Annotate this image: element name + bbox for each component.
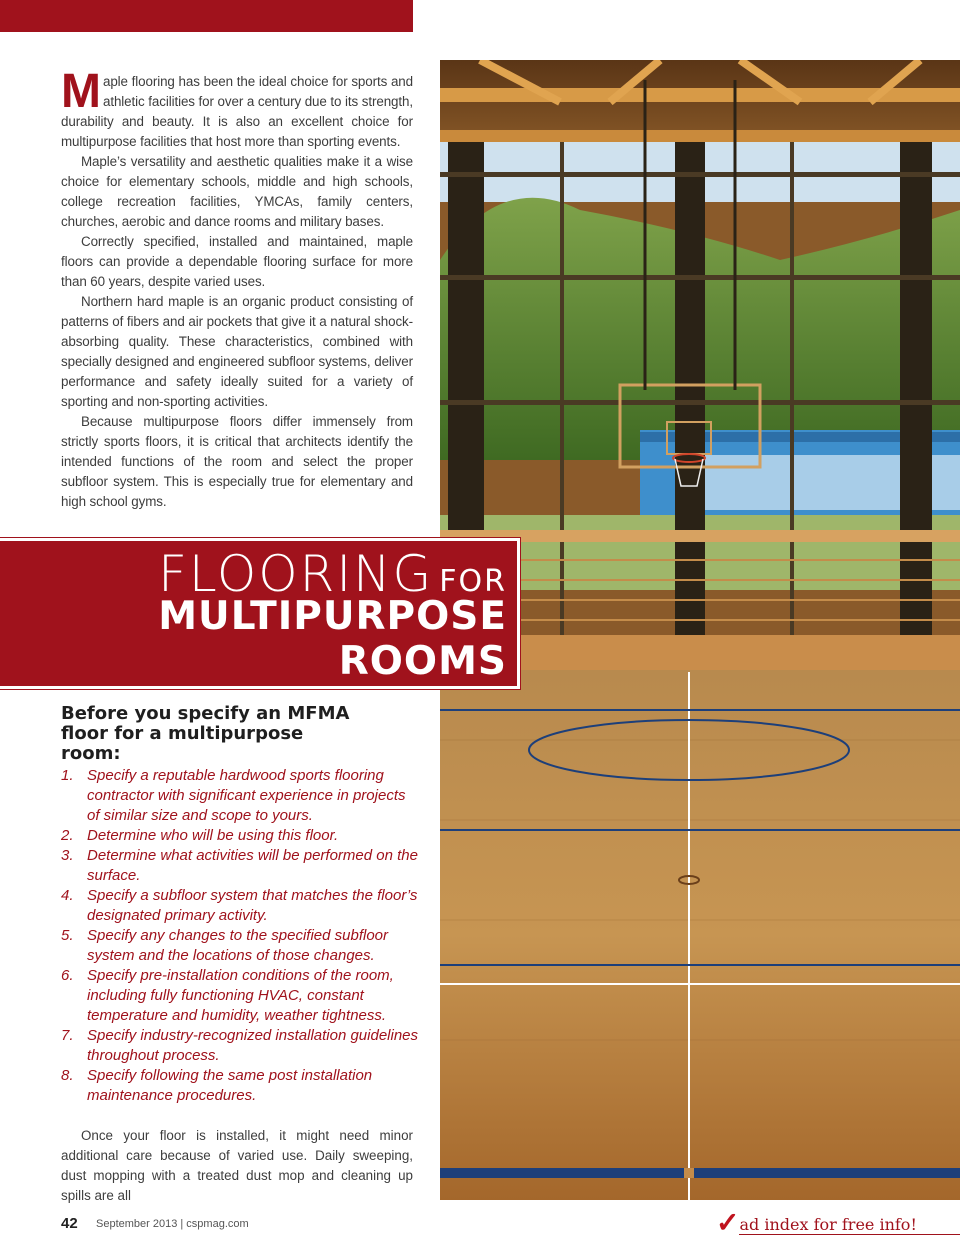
list-item bbox=[61, 886, 421, 926]
list-item-number: 8. bbox=[61, 1067, 74, 1084]
title-for: FOR bbox=[439, 564, 507, 599]
ad-index-text: ad index for free info! bbox=[739, 1215, 960, 1235]
ad-index-link[interactable] bbox=[716, 1206, 960, 1239]
list-item-text: Specify following the same post installation maintenance procedures. bbox=[87, 1067, 373, 1104]
checklist bbox=[61, 766, 421, 1106]
intro-text bbox=[61, 65, 413, 512]
list-item bbox=[61, 766, 421, 826]
list-item-number: 5. bbox=[61, 927, 74, 944]
intro-paragraph-3: Correctly specified, installed and maintained, maple floors can provide a dependable flooring surface for more than 60 years, despite varied uses. bbox=[61, 234, 413, 289]
outro-paragraph: Once your floor is installed, it might need minor additional care because of varied use. Daily sweeping, dust mopping with a treated dust mop and cleaning up spills are all bbox=[61, 1128, 413, 1203]
list-item-text: Determine who will be using this floor. bbox=[87, 827, 339, 844]
list-item-number: 7. bbox=[61, 1027, 74, 1044]
footer-info: September 2013 | cspmag.com bbox=[96, 1218, 249, 1230]
list-item-number: 1. bbox=[61, 767, 74, 784]
top-accent-bar bbox=[0, 0, 413, 32]
list-item-number: 2. bbox=[61, 827, 74, 844]
list-item-number: 6. bbox=[61, 967, 74, 984]
intro-paragraph-2: Maple’s versatility and aesthetic qualities make it a wise choice for elementary schools, middle and high schools, college recreation facilities, YMCAs, family centers, churches, aerobic and dance rooms and military bases. bbox=[61, 154, 413, 229]
checklist-heading: Before you specify an MFMA floor for a multipurpose room: bbox=[61, 703, 350, 764]
intro-paragraph-1-text: aple flooring has been the ideal choice for sports and athletic facilities for over a century due to its strength, durability and beauty. It is also an excellent choice for multipurpose facilities that host more than sporting events. bbox=[61, 74, 413, 149]
list-item bbox=[61, 966, 421, 1026]
title-flooring: FLOORING bbox=[158, 545, 434, 603]
list-item-text: Specify pre-installation conditions of the room, including fully functioning HVAC, constant temperature and humidity, weather tightness. bbox=[87, 967, 394, 1024]
list-item-number: 3. bbox=[61, 847, 74, 864]
list-item-text: Specify a reputable hardwood sports flooring contractor with significant experience in projects of similar size and scope to yours. bbox=[87, 767, 406, 824]
title-multipurpose: MULTIPURPOSE bbox=[158, 594, 507, 639]
page-number: 42 bbox=[61, 1215, 78, 1232]
intro-paragraph-4: Northern hard maple is an organic product consisting of patterns of fibers and air pockets that give it a natural shock-absorbing quality. These characteristics, combined with specially designed and engineered subfloor systems, deliver performance and safety ideally suited for a variety of sporting and non-sporting activities. bbox=[61, 294, 413, 409]
intro-paragraph-5: Because multipurpose floors differ immensely from strictly sports floors, it is critical that architects identify the intended functions of the room and select the proper subfloor system. This is especially true for elementary and high school gyms. bbox=[61, 414, 413, 509]
dropcap-letter: M bbox=[61, 65, 100, 118]
list-item-text: Specify any changes to the specified subfloor system and the locations of those changes. bbox=[87, 927, 389, 964]
intro-paragraph-1 bbox=[61, 65, 413, 152]
list-item-number: 4. bbox=[61, 887, 74, 904]
list-item bbox=[61, 846, 421, 886]
list-item-text: Specify industry-recognized installation guidelines throughout process. bbox=[87, 1027, 419, 1064]
list-item bbox=[61, 1026, 421, 1066]
list-item-text: Determine what activities will be performed on the surface. bbox=[87, 847, 418, 884]
list-item bbox=[61, 1066, 421, 1106]
title-rooms: ROOMS bbox=[338, 639, 507, 684]
list-item bbox=[61, 826, 421, 846]
list-item bbox=[61, 926, 421, 966]
article-title-box bbox=[0, 538, 520, 689]
checkmark-icon: ✓ bbox=[716, 1207, 740, 1238]
list-item-text: Specify a subfloor system that matches the floor’s designated primary activity. bbox=[87, 887, 418, 924]
